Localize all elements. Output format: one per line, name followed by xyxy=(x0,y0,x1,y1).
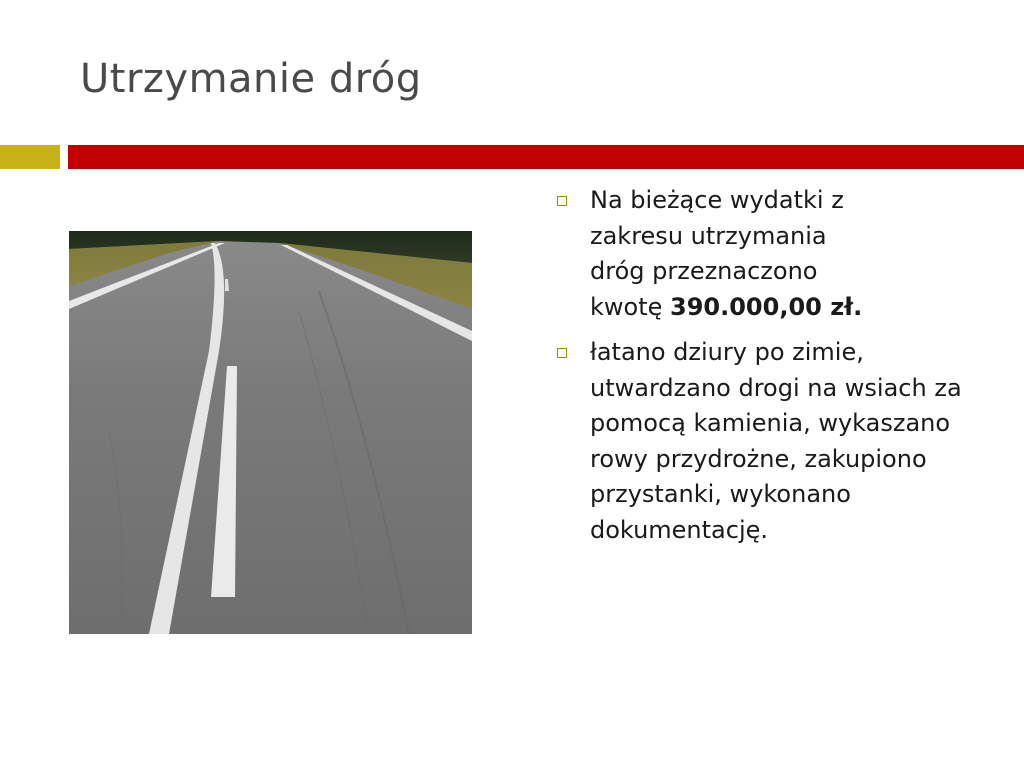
square-bullet-icon xyxy=(557,196,567,206)
bullet-item-budget xyxy=(553,183,973,325)
bullet-item-works xyxy=(553,335,973,548)
slide-title: Utrzymanie dróg xyxy=(80,56,422,102)
square-bullet-icon xyxy=(557,348,567,358)
budget-amount: 390.000,00 zł. xyxy=(670,292,863,321)
bullet-text-line4: kwotę xyxy=(590,292,671,321)
road-photo xyxy=(69,231,472,634)
accent-bar-gold xyxy=(0,145,60,169)
accent-bar-red xyxy=(68,145,1024,169)
bullet-text-line3: dróg przeznaczono xyxy=(590,257,818,285)
bullet-text-line2: zakresu utrzymania xyxy=(590,221,827,250)
bullet-text-line1: Na bieżące wydatki z xyxy=(590,186,844,214)
bullet-list xyxy=(553,183,973,558)
bullet-text: łatano dziury po zimie, utwardzano drogi na wsiach za pomocą kamienia, wykaszano rowy przydrożne, zakupiono przystanki, wykonano dokumentację. xyxy=(590,338,962,544)
